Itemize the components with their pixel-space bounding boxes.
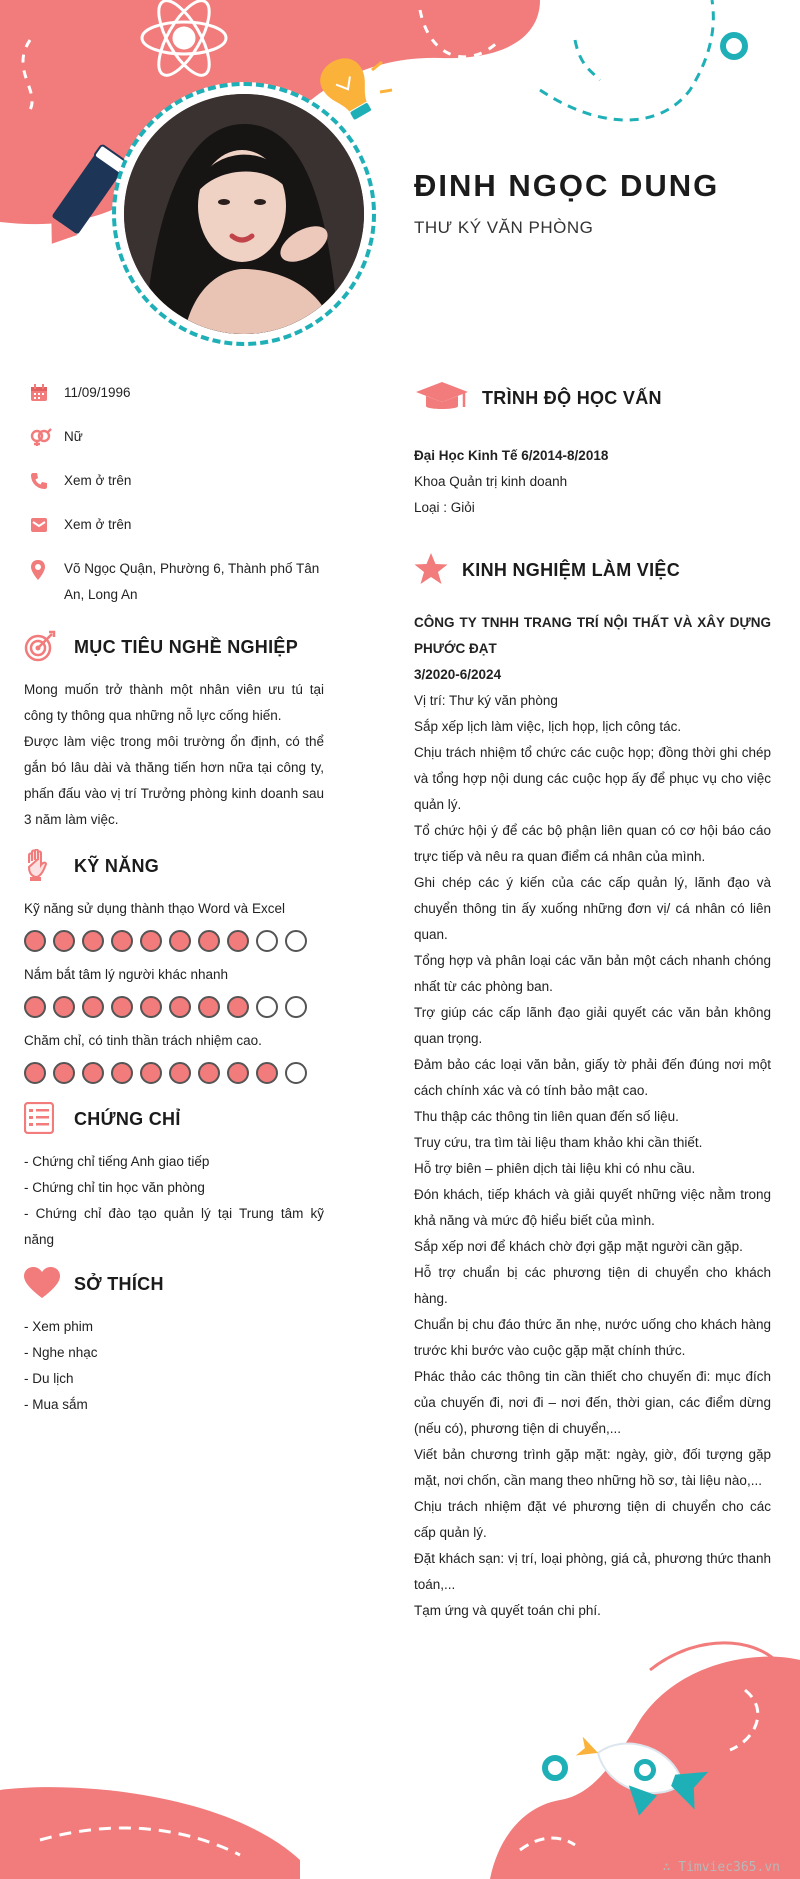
skill-item bbox=[24, 1028, 324, 1084]
skill-dot-filled bbox=[169, 996, 191, 1018]
experience-duty: Hỗ trợ biên – phiên dịch tài liệu khi có nhu cầu. bbox=[414, 1161, 696, 1176]
job-title: THƯ KÝ VĂN PHÒNG bbox=[414, 218, 594, 237]
certificate-list-icon bbox=[24, 1102, 74, 1137]
hobby-item: - Du lịch bbox=[24, 1371, 74, 1386]
address-text: Võ Ngọc Quận, Phường 6, Thành phố Tân An, Long An bbox=[64, 561, 320, 602]
experience-duty: Viết bản chương trình gặp mặt: ngày, giờ, đối tượng gặp mặt, nơi chốn, cần mang theo những hồ sơ, tài liệu nào,... bbox=[414, 1447, 771, 1488]
experience-duty: Chịu trách nhiệm đặt vé phương tiện di chuyển cho các cấp quản lý. bbox=[414, 1499, 771, 1540]
objective-paragraph: Được làm việc trong môi trường ổn định, có thể gắn bó lâu dài và thăng tiến hơn nữa tại công ty, phấn đấu vào vị trí Trưởng phòng kinh doanh sau 3 năm làm việc. bbox=[24, 734, 324, 827]
hobby-item: - Mua sắm bbox=[24, 1397, 88, 1412]
experience-duty: Sắp xếp nơi để khách chờ đợi gặp mặt người cần gặp. bbox=[414, 1239, 743, 1254]
email-icon bbox=[24, 512, 64, 543]
skill-dot-empty bbox=[285, 930, 307, 952]
skill-dot-filled bbox=[53, 930, 75, 952]
calendar-icon bbox=[24, 380, 64, 411]
skill-rating bbox=[24, 996, 324, 1018]
skill-dot-filled bbox=[169, 930, 191, 952]
skill-dot-filled bbox=[140, 996, 162, 1018]
hobby-item: - Nghe nhạc bbox=[24, 1345, 98, 1360]
phone-icon bbox=[24, 468, 64, 499]
experience-duty: Tạm ứng và quyết toán chi phí. bbox=[414, 1603, 601, 1618]
skill-dot-filled bbox=[82, 930, 104, 952]
skill-dot-filled bbox=[24, 996, 46, 1018]
certificates-list bbox=[24, 1149, 324, 1253]
graduation-cap-icon bbox=[414, 380, 482, 417]
skill-dot-filled bbox=[24, 930, 46, 952]
education-heading-row bbox=[414, 380, 771, 417]
experience-duties bbox=[414, 688, 771, 1624]
contact-address bbox=[24, 556, 324, 608]
skill-dot-filled bbox=[198, 996, 220, 1018]
experience-period: 3/2020-6/2024 bbox=[414, 667, 502, 682]
skill-dot-filled bbox=[227, 930, 249, 952]
education-major: Khoa Quản trị kinh doanh bbox=[414, 474, 568, 489]
hobbies-heading-row bbox=[24, 1267, 324, 1302]
contact-gender bbox=[24, 424, 324, 455]
skill-dot-filled bbox=[82, 996, 104, 1018]
skill-dot-empty bbox=[256, 930, 278, 952]
experience-duty: Sắp xếp lịch làm việc, lịch họp, lịch công tác. bbox=[414, 719, 682, 734]
skills-heading: KỸ NĂNG bbox=[74, 856, 160, 876]
star-icon bbox=[414, 553, 462, 588]
skill-dot-filled bbox=[82, 1062, 104, 1084]
objective-text bbox=[24, 677, 324, 833]
skill-label: Nắm bắt tâm lý người khác nhanh bbox=[24, 967, 228, 982]
experience-duty: Thu thập các thông tin liên quan đến số liệu. bbox=[414, 1109, 679, 1124]
experience-duty: Trợ giúp các cấp lãnh đạo giải quyết các văn bản không quan trọng. bbox=[414, 1005, 771, 1046]
candidate-name: ĐINH NGỌC DUNG bbox=[414, 168, 720, 203]
experience-heading: KINH NGHIỆM LÀM VIỆC bbox=[462, 560, 681, 580]
skill-dot-filled bbox=[53, 996, 75, 1018]
skill-dot-filled bbox=[140, 930, 162, 952]
education-school: Đại Học Kinh Tế 6/2014-8/2018 bbox=[414, 448, 609, 463]
skill-dot-filled bbox=[111, 1062, 133, 1084]
skill-rating bbox=[24, 1062, 324, 1084]
experience-company: CÔNG TY TNHH TRANG TRÍ NỘI THẤT VÀ XÂY DỰNG PHƯỚC ĐẠT bbox=[414, 615, 771, 656]
location-icon bbox=[24, 556, 64, 589]
experience-duty: Hỗ trợ chuẩn bị các phương tiện di chuyển cho khách hàng. bbox=[414, 1265, 771, 1306]
certificate-item: - Chứng chỉ tin học văn phòng bbox=[24, 1180, 205, 1195]
experience-duty: Đặt khách sạn: vị trí, loại phòng, giá cả, phương thức thanh toán,... bbox=[414, 1551, 771, 1592]
experience-duty: Ghi chép các ý kiến của các cấp quản lý, lãnh đạo và chuyển thông tin ấy xuống những đơn vị/ cá nhân có liên quan. bbox=[414, 875, 771, 942]
objective-paragraph: Mong muốn trở thành một nhân viên ưu tú tại công ty thông qua những nỗ lực cống hiến. bbox=[24, 682, 324, 723]
skill-dot-filled bbox=[140, 1062, 162, 1084]
target-icon bbox=[24, 630, 74, 665]
experience-heading-row bbox=[414, 553, 771, 588]
skill-rating bbox=[24, 930, 324, 952]
experience-body bbox=[414, 610, 771, 1624]
experience-duty: Tổ chức hội ý để các bộ phận liên quan có cơ hội báo cáo trực tiếp và nêu ra quan điểm cá nhân của mình. bbox=[414, 823, 771, 864]
skill-dot-filled bbox=[111, 930, 133, 952]
skill-dot-filled bbox=[198, 1062, 220, 1084]
experience-duty: Phác thảo các thông tin cần thiết cho chuyến đi: mục đích của chuyến đi, nơi đi – nơi đến, thời gian, các điểm dừng (nếu có), phương tiện di chuyển,... bbox=[414, 1369, 771, 1436]
experience-duty: Tổng hợp và phân loại các văn bản một cách nhanh chóng nhất từ các phòng ban. bbox=[414, 953, 771, 994]
skill-label: Chăm chỉ, có tinh thần trách nhiệm cao. bbox=[24, 1033, 262, 1048]
gender-text: Nữ bbox=[64, 429, 83, 444]
phone-text: Xem ở trên bbox=[64, 473, 132, 488]
heart-icon bbox=[24, 1267, 74, 1302]
skill-dot-filled bbox=[111, 996, 133, 1018]
contact-birthday bbox=[24, 380, 324, 411]
certificates-heading-row bbox=[24, 1102, 324, 1137]
experience-duty: Đón khách, tiếp khách và giải quyết những việc nằm trong khả năng và mức độ hiểu biết của mình. bbox=[414, 1187, 771, 1228]
certificates-heading: CHỨNG CHỈ bbox=[74, 1109, 181, 1129]
skill-dot-empty bbox=[285, 996, 307, 1018]
skill-dot-filled bbox=[169, 1062, 191, 1084]
skill-dot-filled bbox=[53, 1062, 75, 1084]
objective-heading: MỤC TIÊU NGHỀ NGHIỆP bbox=[74, 637, 299, 657]
skill-dot-filled bbox=[24, 1062, 46, 1084]
hobbies-heading: SỞ THÍCH bbox=[74, 1274, 164, 1294]
hand-icon bbox=[24, 849, 74, 884]
email-text: Xem ở trên bbox=[64, 517, 132, 532]
skill-dot-filled bbox=[227, 1062, 249, 1084]
experience-duty: Chịu trách nhiệm tổ chức các cuộc họp; đồng thời ghi chép và tổng hợp nội dung các cuộc họp ấy để phục vụ cho việc quản lý. bbox=[414, 745, 771, 812]
skill-dot-empty bbox=[256, 996, 278, 1018]
right-column bbox=[414, 380, 771, 1624]
skill-dot-filled bbox=[227, 996, 249, 1018]
certificate-item: - Chứng chỉ tiếng Anh giao tiếp bbox=[24, 1154, 210, 1169]
birthday-text: 11/09/1996 bbox=[64, 385, 131, 400]
gender-icon bbox=[24, 424, 64, 455]
experience-duty: Đảm bảo các loại văn bản, giấy tờ phải đến đúng nơi một cách chính xác và có tính bảo mật cao. bbox=[414, 1057, 771, 1098]
education-heading: TRÌNH ĐỘ HỌC VẤN bbox=[482, 388, 662, 408]
experience-duty: Truy cứu, tra tìm tài liệu tham khảo khi cần thiết. bbox=[414, 1135, 703, 1150]
hobbies-list bbox=[24, 1314, 324, 1418]
skill-label: Kỹ năng sử dụng thành thạo Word và Excel bbox=[24, 901, 285, 916]
skill-dot-empty bbox=[285, 1062, 307, 1084]
hobby-item: - Xem phim bbox=[24, 1319, 94, 1334]
watermark: ∴ Timviec365.vn bbox=[662, 1860, 780, 1875]
experience-duty: Chuẩn bị chu đáo thức ăn nhẹ, nước uống cho khách hàng trước khi bước vào cuộc gặp mặt chính thức. bbox=[414, 1317, 771, 1358]
skill-item bbox=[24, 962, 324, 1018]
avatar-frame bbox=[112, 82, 376, 346]
avatar bbox=[124, 94, 364, 334]
experience-duty: Vị trí: Thư ký văn phòng bbox=[414, 693, 558, 708]
contact-phone bbox=[24, 468, 324, 499]
skills-heading-row bbox=[24, 849, 324, 884]
objective-heading-row bbox=[24, 630, 324, 665]
skill-dot-filled bbox=[256, 1062, 278, 1084]
footer-decoration bbox=[0, 1620, 800, 1879]
skill-dot-filled bbox=[198, 930, 220, 952]
left-column bbox=[24, 380, 324, 1418]
education-grade: Loại : Giỏi bbox=[414, 500, 475, 515]
skill-item bbox=[24, 896, 324, 952]
certificate-item: - Chứng chỉ đào tạo quản lý tại Trung tâm kỹ năng bbox=[24, 1206, 324, 1247]
contact-email bbox=[24, 512, 324, 543]
